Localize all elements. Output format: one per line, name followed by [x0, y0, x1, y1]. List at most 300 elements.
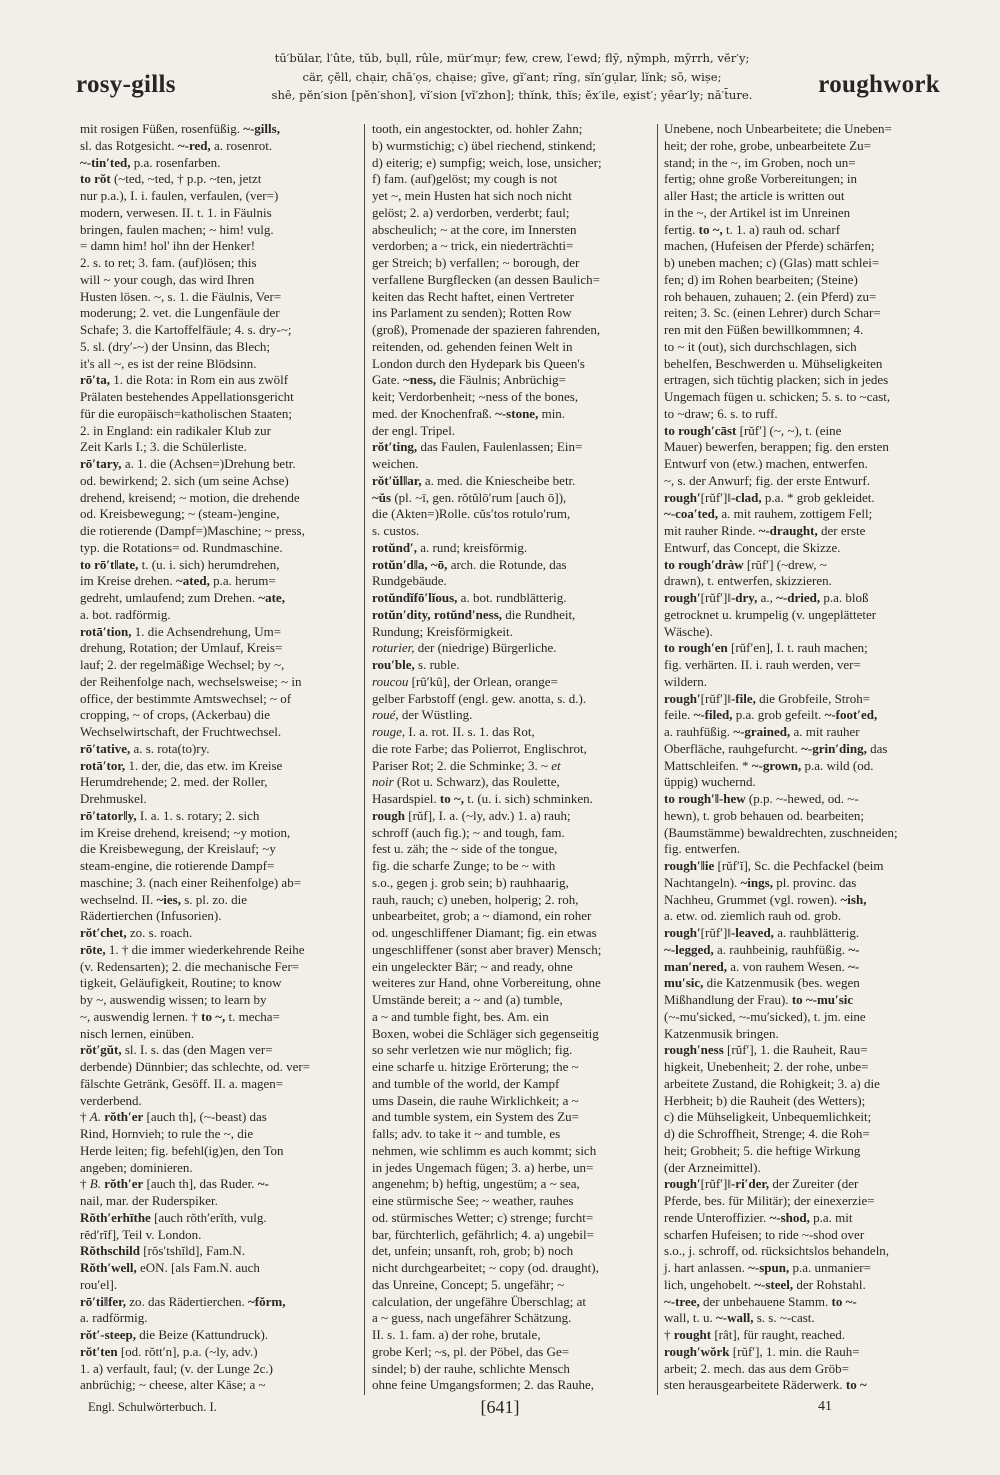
headword: rō′tator‖y,: [80, 807, 137, 823]
entry-line: [80, 138, 360, 155]
entry-text: it's all ~, es ist der reine Blödsinn.: [80, 355, 257, 371]
headword: rotā′tor,: [80, 757, 126, 773]
entry-line: [372, 808, 652, 825]
headword: to rough′cāst: [664, 422, 737, 438]
entry-line: [80, 925, 360, 942]
entry-text: Mauer) bewerfen, berappen; fig. den ersten: [664, 439, 889, 455]
entry-line: [372, 490, 652, 507]
entry-text: a. rauhblätterig.: [773, 925, 860, 940]
entry-text: [rŭf], I. a. (~ly, adv.) 1. a) rauh;: [405, 807, 571, 823]
entry-text: eON. [als Fam.N. auch: [136, 1260, 260, 1275]
entry-line: [80, 289, 360, 306]
entry-text: Herumdrehende; 2. med. der Roller,: [80, 774, 268, 790]
entry-line: [80, 205, 360, 222]
entry-text: det, unfein; unsanft, roh, grob; b) noch: [372, 1243, 574, 1259]
entry-text: f) fam. (auf)gelöst; my cough is not: [372, 171, 558, 187]
entry-line: [80, 1327, 360, 1344]
entry-line: [372, 959, 652, 976]
entry-line: [664, 557, 944, 574]
sheet-number: 41: [818, 1399, 832, 1414]
entry-text: and tumble of the world, der Kampf: [372, 1075, 560, 1091]
headword: rŏt′ting,: [372, 439, 418, 455]
entry-text: schroff (auch fig.); ~ and tough, fam.: [372, 824, 565, 840]
entry-text: (p.p. ~-hewed, od. ~-: [745, 791, 859, 806]
entry-line: [664, 975, 944, 992]
entry-text: zo. das Rädertierchen.: [126, 1293, 249, 1309]
entry-text: gedreht, umlaufend; zum Drehen.: [80, 590, 259, 605]
entry-line: [664, 707, 944, 724]
entry-text: eine stürmische See; ~ weather, rauhes: [372, 1193, 574, 1208]
entry-text: [rŏs′tshĭld], Fam.N.: [139, 1243, 246, 1259]
entry-text: od. ungeschliffener Diamant; fig. ein etwas: [372, 925, 597, 940]
entry-line: [372, 1344, 652, 1361]
entry-text: Oberfläche, rauhgefurcht.: [664, 740, 802, 756]
entry-text: [od. rŏtt′n], p.a. (~ly, adv.): [117, 1343, 258, 1359]
entry-text: a. s. rota(to)ry.: [130, 740, 210, 756]
headword: rotŭn′d‖a, ~ō,: [372, 556, 448, 572]
entry-text: 2. in England: ein radikaler Klub zur: [80, 422, 271, 438]
entry-text: p.a. wild (od.: [801, 757, 874, 773]
entry-text: typ. die Rotations= od. Rundmaschine.: [80, 539, 283, 555]
entry-text: arch. die Rotunde, das: [447, 556, 567, 572]
entry-line: [80, 691, 360, 708]
entry-text: stand; in the ~, im Groben, noch un=: [664, 154, 856, 170]
headword: ~-filed,: [693, 707, 733, 723]
entry-text: falls; adv. to take it ~ and tumble, es: [372, 1126, 561, 1141]
entry-line: [372, 121, 652, 138]
entry-line: [80, 1026, 360, 1043]
entry-line: [372, 439, 652, 456]
entry-line: [372, 674, 652, 691]
entry-line: [372, 171, 652, 188]
entry-text: das: [866, 740, 888, 756]
entry-line: [372, 1260, 652, 1277]
entry-line: [80, 540, 360, 557]
headword: rough: [372, 807, 405, 823]
entry-text: higkeit, Unebenheit; 2. der rohe, unbe=: [664, 1059, 869, 1074]
entry-line: [372, 624, 652, 641]
entry-text: [rŭf′]‖: [700, 1176, 731, 1192]
entry-text: die Beize (Kattundruck).: [136, 1327, 269, 1342]
entry-text: a ~ guess, nach ungefährer Schätzung.: [372, 1310, 572, 1326]
entry-line: [664, 1093, 944, 1110]
entry-line: [80, 858, 360, 875]
entry-line: [372, 841, 652, 858]
entry-text: rauh, rauch; c) uneben, holperig; 2. roh,: [372, 891, 579, 907]
entry-text: p.a. grob gefeilt.: [732, 707, 825, 723]
entry-text: c) die Mühseligkeit, Unbequemlichkeit;: [664, 1109, 872, 1125]
entry-line: [664, 356, 944, 373]
entry-line: [80, 1377, 360, 1394]
headword: ~-stone,: [495, 405, 539, 421]
entry-line: [372, 825, 652, 842]
entry-text: [rŭf′]‖: [700, 925, 731, 940]
entry-line: [80, 1059, 360, 1076]
entry-text: Pferde, bes. für Militär); der einexerzie=: [664, 1193, 875, 1208]
headword: ~ate,: [258, 590, 285, 605]
entry-text: (~ted, ~ted, † p.p. ~ten, jetzt: [110, 171, 262, 187]
entry-text: fertig.: [664, 221, 699, 237]
entry-text: II. s. 1. fam. a) der rohe, brutale,: [372, 1327, 541, 1342]
headword: to rough′‖-hew: [664, 791, 746, 806]
entry-text: †: [80, 1109, 90, 1125]
headword: man′nered,: [664, 958, 728, 974]
entry-text: [rŭf′]‖: [700, 690, 731, 706]
entry-text: Hasardspiel.: [372, 791, 440, 806]
entry-line: [664, 272, 944, 289]
printer-signature: Engl. Schulwörterbuch. I.: [88, 1400, 217, 1414]
entry-line: [372, 1227, 652, 1244]
entry-text: fälschte Getränk, Gesöff. II. a. magen=: [80, 1075, 284, 1091]
headword: to ~,: [201, 1008, 226, 1024]
headword: -clad,: [730, 489, 762, 505]
entry-text: pl. provinc. das: [772, 874, 857, 890]
entry-text: machen, (Hufeisen der Pferde) schärfen;: [664, 238, 875, 254]
entry-text: wildern.: [664, 673, 707, 689]
entry-line: [664, 1361, 944, 1378]
entry-text: bar, fürchterlich, gefährlich; 4. a) ungebil=: [372, 1226, 594, 1242]
entry-text: sl. das Rotgesicht.: [80, 137, 178, 153]
entry-text: ums Dasein, die rauhe Wirklichkeit; a ~: [372, 1092, 579, 1108]
entry-line: [664, 741, 944, 758]
entry-line: [664, 490, 944, 507]
entry-text: a. rauhbeinig, rauhfüßig.: [713, 941, 849, 957]
headword: rotŭndĭfō′lĭous,: [372, 590, 458, 605]
entry-line: [80, 1210, 360, 1227]
entry-text: Prälaten bestehendes Appellationsgericht: [80, 389, 294, 404]
headword: ~ies,: [156, 891, 181, 907]
entry-text: der Rohstahl.: [793, 1276, 866, 1292]
headword: to ~: [845, 1377, 867, 1393]
entry-text: a. rauhfüßig.: [664, 724, 734, 739]
entry-line: [664, 1026, 944, 1043]
entry-text: Herbheit; b) die Rauheit (des Wetters);: [664, 1092, 866, 1108]
entry-line: [664, 456, 944, 473]
headword: ~ings,: [740, 874, 773, 890]
entry-text: †: [80, 1176, 90, 1192]
entry-text: a. bot. radförmig.: [80, 606, 171, 622]
headword: ~fŏrm,: [248, 1293, 286, 1309]
entry-text: [rû′kû], der Orlean, orange=: [408, 673, 558, 689]
headword: ~ness,: [403, 372, 437, 388]
entry-line: [80, 1227, 360, 1244]
headword: ~-grained,: [733, 724, 791, 739]
entry-text: der unbehauene Stamm.: [699, 1293, 832, 1309]
entry-text: derbende) Dünnbier; das schlechte, od. ver=: [80, 1059, 311, 1074]
entry-text: sindel; b) der rauhe, schlichte Mensch: [372, 1360, 570, 1376]
entry-text: in jedes Ungemach fügen; 3. a) herbe, un=: [372, 1159, 594, 1175]
entry-text: das Faulen, Faulenlassen; Ein=: [417, 439, 583, 455]
entry-line: [372, 1193, 652, 1210]
entry-text: für die europäisch=katholischen Staaten;: [80, 405, 293, 421]
entry-line: [372, 1294, 652, 1311]
entry-line: [80, 322, 360, 339]
entry-line: [372, 741, 652, 758]
entry-text: a. radförmig.: [80, 1310, 148, 1326]
entry-line: [372, 289, 652, 306]
headword: -dry,: [730, 590, 758, 605]
entry-line: [372, 1361, 652, 1378]
entry-line: [664, 640, 944, 657]
entry-line: [372, 724, 652, 741]
entry-line: [664, 439, 944, 456]
entry-line: [664, 674, 944, 691]
entry-line: [80, 255, 360, 272]
entry-text: [rŭf′]‖: [700, 489, 731, 505]
entry-line: [372, 925, 652, 942]
entry-text: ins Parlament zu senden); Rotten Row: [372, 305, 572, 321]
entry-line: [80, 908, 360, 925]
entry-line: [372, 1009, 652, 1026]
entry-text: die rotierende (Dampf=)Maschine; ~ press,: [80, 523, 305, 538]
entry-text: der Zureiter (der: [769, 1176, 859, 1192]
entry-text: die Katzenmusik (bes. wegen: [703, 975, 860, 991]
entry-line: [80, 1042, 360, 1059]
entry-line: [664, 875, 944, 892]
entry-line: [372, 272, 652, 289]
entry-line: [664, 1310, 944, 1327]
entry-line: [372, 1109, 652, 1126]
entry-line: [372, 138, 652, 155]
entry-line: [80, 356, 360, 373]
entry-text: weiteres zur Hand, ohne Vorbereitung, ohne: [372, 975, 601, 991]
entry-text: I. a. rot. II. s. 1. das Rot,: [405, 724, 535, 739]
entry-text: (groß), Promenade der spazieren fahrenden,: [372, 322, 601, 337]
entry-text: fig. entwerfen.: [664, 841, 741, 857]
entry-line: [80, 372, 360, 389]
entry-line: [664, 1109, 944, 1126]
entry-text: rĕd′rĭf], Teil v. London.: [80, 1226, 202, 1242]
entry-text: a. med. die Kniescheibe betr.: [421, 472, 576, 488]
entry-line: [80, 640, 360, 657]
entry-text: d) die Schroffheit, Strenge; 4. die Roh=: [664, 1126, 870, 1141]
entry-text: eine scharfe u. hitzige Erörterung; the ~: [372, 1059, 579, 1074]
entry-text: t. mecha=: [225, 1008, 280, 1024]
entry-line: [664, 791, 944, 808]
headword: Rŏthschild: [80, 1243, 140, 1259]
headword: rough′: [664, 925, 701, 940]
entry-text: keiten das Recht haftet, einen Vertreter: [372, 288, 574, 304]
entry-text: s. custos.: [372, 523, 420, 538]
entry-line: [372, 1076, 652, 1093]
entry-line: [80, 741, 360, 758]
headword: ~-tree,: [664, 1293, 700, 1309]
headword: rou′ble,: [372, 657, 415, 672]
entry-text: arbeitete Zustand, die Rohigkeit; 3. a) die: [664, 1075, 880, 1091]
headword: ~-dried,: [776, 590, 821, 605]
entry-text: zo. s. roach.: [126, 925, 193, 940]
entry-line: [664, 858, 944, 875]
entry-line: [664, 657, 944, 674]
entry-text: mit rauher Rinde.: [664, 523, 759, 538]
entry-text: bringen, faulen machen; ~ him! vulg.: [80, 221, 274, 237]
entry-line: [664, 171, 944, 188]
entry-line: [664, 1344, 944, 1361]
italic-text: noir: [372, 774, 394, 790]
entry-line: [80, 992, 360, 1009]
entry-text: 1. a) verfault, faul; (v. der Lunge 2c.): [80, 1360, 273, 1376]
entry-line: [664, 322, 944, 339]
entry-text: angeben; dominieren.: [80, 1159, 193, 1175]
entry-line: [664, 1176, 944, 1193]
entry-text: a. 1. die (Achsen=)Drehung betr.: [121, 456, 296, 471]
entry-text: Herde leiten; fig. befehl(ig)en, den Ton: [80, 1142, 284, 1158]
entry-text: drehung, Rotation; der Umlauf, Kreis=: [80, 640, 283, 656]
entry-text: t. (u. i. sich) herumdrehen,: [138, 556, 280, 572]
headword: rŏt′ten: [80, 1343, 118, 1359]
entry-line: [664, 1160, 944, 1177]
entry-text: p.a. herum=: [209, 573, 276, 589]
entry-line: [664, 1327, 944, 1344]
entry-line: [372, 875, 652, 892]
italic-text: rouge,: [372, 724, 406, 739]
entry-text: Rind, Hornvieh; to rule the ~, die: [80, 1126, 254, 1141]
entry-text: der Reihenfolge nach, wechselsweise; ~ in: [80, 673, 302, 689]
entry-text: cropping, ~ of crops, (Ackerbau) die: [80, 707, 271, 723]
entry-line: [664, 1260, 944, 1277]
entry-line: [664, 825, 944, 842]
entry-line: [664, 1193, 944, 1210]
entry-line: [80, 1243, 360, 1260]
entry-line: [664, 305, 944, 322]
entry-text: rende Unteroffizier.: [664, 1209, 770, 1225]
entry-line: [372, 1126, 652, 1143]
headword: ~-spun,: [748, 1260, 790, 1275]
entry-text: to ~ it (out), sich durchschlagen, sich: [664, 338, 857, 354]
entry-line: [664, 222, 944, 239]
entry-text: im Kreise drehend, kreisend; ~y motion,: [80, 824, 291, 840]
entry-line: [664, 590, 944, 607]
entry-text: Mißhandlung der Frau).: [664, 992, 792, 1007]
headword: rough′: [664, 1176, 701, 1192]
column-rule: [364, 124, 365, 1395]
entry-text: a. rosenrot.: [210, 137, 273, 153]
entry-text: gelber Farbstoff (engl. gew. anotta, s. d.).: [372, 690, 587, 706]
entry-text: im Kreise drehen.: [80, 573, 177, 589]
entry-text: die Rundheit,: [502, 606, 576, 622]
dictionary-column-1: [80, 121, 360, 1395]
entry-text: [auch th], das Ruder.: [143, 1176, 258, 1192]
entry-text: ungeschliffener (sonst aber braver) Mensch;: [372, 941, 602, 957]
entry-text: yet ~, mein Husten hat sich noch nicht: [372, 188, 572, 203]
entry-text: getrocknet u. krumpelig (v. ungeplätteter: [664, 606, 877, 622]
entry-line: [664, 155, 944, 172]
entry-text: der erste: [817, 523, 866, 538]
entry-text: ren mit den Füßen bewillkommnen; 4.: [664, 322, 864, 337]
entry-text: maschine; 3. (nach einer Reihenfolge) ab=: [80, 874, 302, 890]
entry-text: [rŭf′] (~drew, ~: [743, 556, 827, 572]
entry-text: angenehm; b) heftig, ungestüm; a ~ sea,: [372, 1176, 580, 1192]
entry-text: I. a. 1. s. rotary; 2. sich: [136, 807, 260, 823]
entry-line: [80, 1361, 360, 1378]
headword: to ~-: [831, 1293, 857, 1309]
entry-line: [664, 1009, 944, 1026]
entry-line: [372, 238, 652, 255]
headword: rŏt′-steep,: [80, 1327, 136, 1342]
entry-line: [664, 1277, 944, 1294]
entry-text: verdorben; a ~ trick, ein niederträchti=: [372, 238, 574, 254]
entry-line: [372, 1210, 652, 1227]
headword: rotŭnd′,: [372, 539, 417, 555]
entry-text: Husten lösen. ~, s. 1. die Fäulnis, Ver=: [80, 288, 282, 304]
entry-line: [372, 1277, 652, 1294]
entry-text: die rote Farbe; das Polierrot, Englischrot,: [372, 740, 587, 756]
headword: rotŭn′dity, rotŭnd′ness,: [372, 606, 503, 622]
entry-text: Pariser Rot; 2. die Schminke; 3. ~: [372, 757, 552, 773]
entry-line: [80, 942, 360, 959]
entry-text: [rŭf′]‖: [700, 590, 731, 605]
headword: rō′tative,: [80, 740, 131, 756]
headword: rough′‖ie: [664, 858, 715, 873]
entry-text: a ~ and tumble fight, bes. Am. ein: [372, 1008, 549, 1024]
entry-line: [80, 456, 360, 473]
entry-text: Wäsche).: [664, 623, 713, 639]
entry-line: [372, 339, 652, 356]
entry-line: [80, 825, 360, 842]
entry-text: b) uneben machen; c) (Glas) matt schlei=: [664, 255, 880, 270]
entry-line: [80, 155, 360, 172]
entry-line: [80, 774, 360, 791]
entry-text: od. stürmisches Wetter; c) strenge; furcht=: [372, 1209, 594, 1225]
entry-line: [80, 892, 360, 909]
entry-text: s.o., gegen j. grob sein; b) rauhhaarig,: [372, 874, 569, 890]
entry-line: [664, 255, 944, 272]
entry-text: to ~draw; 6. s. to ruff.: [664, 405, 778, 421]
entry-line: [664, 138, 944, 155]
entry-line: [80, 959, 360, 976]
entry-line: [80, 875, 360, 892]
entry-line: [664, 406, 944, 423]
entry-text: p.a. mit: [809, 1209, 853, 1225]
entry-line: [372, 975, 652, 992]
entry-text: 1. die Rota: in Rom ein aus zwölf: [110, 372, 289, 388]
entry-text: Rädertierchen (Infusorien).: [80, 908, 222, 924]
entry-line: [372, 707, 652, 724]
entry-text: Rundgebäude.: [372, 573, 447, 589]
entry-line: [372, 1160, 652, 1177]
entry-text: od. bewirkend; 2. sich (um seine Achse): [80, 472, 289, 488]
entry-line: [664, 523, 944, 540]
entry-text: [rât], für raught, reached.: [711, 1327, 845, 1342]
entry-text: a. bot. rundblätterig.: [457, 590, 567, 605]
entry-line: [80, 222, 360, 239]
pronunciation-key-line: tū′bŭlar, l′ûte, tŭb, bụll, rûle, mür′mụr; few, crew, l′ewd; flȳ, nȳmph, mȳrrh, vĕr′y;: [274, 51, 750, 65]
headword: rough′: [664, 690, 701, 706]
headword: rŏt′chet,: [80, 925, 127, 940]
headword: rotā′tion,: [80, 623, 132, 639]
entry-line: [664, 339, 944, 356]
entry-text: p.a. bloß: [820, 590, 869, 605]
entry-line: [80, 439, 360, 456]
entry-line: [80, 657, 360, 674]
entry-text: Gate.: [372, 372, 404, 388]
entry-text: die Kreisbewegung, der Kreislauf; ~y: [80, 841, 276, 857]
entry-line: [80, 1093, 360, 1110]
headword: to ~,: [698, 221, 723, 237]
entry-text: üppig) wuchernd.: [664, 774, 756, 790]
left-guide-word: rosy-gills: [76, 71, 176, 98]
entry-text: reiten; 3. Sc. (einen Lehrer) durch Schar=: [664, 305, 881, 321]
entry-text: lauf; 2. der regelmäßige Wechsel; by ~,: [80, 657, 285, 672]
entry-text: Umstände bereit; a ~ and (a) tumble,: [372, 992, 563, 1007]
headword: ~-coa′ted,: [664, 506, 719, 522]
entry-line: [80, 707, 360, 724]
entry-line: [372, 691, 652, 708]
entry-line: [664, 1076, 944, 1093]
entry-line: [664, 892, 944, 909]
entry-text: [auch th], (~-beast) das: [143, 1109, 267, 1125]
entry-text: die Grobfeile, Stroh=: [755, 690, 871, 706]
